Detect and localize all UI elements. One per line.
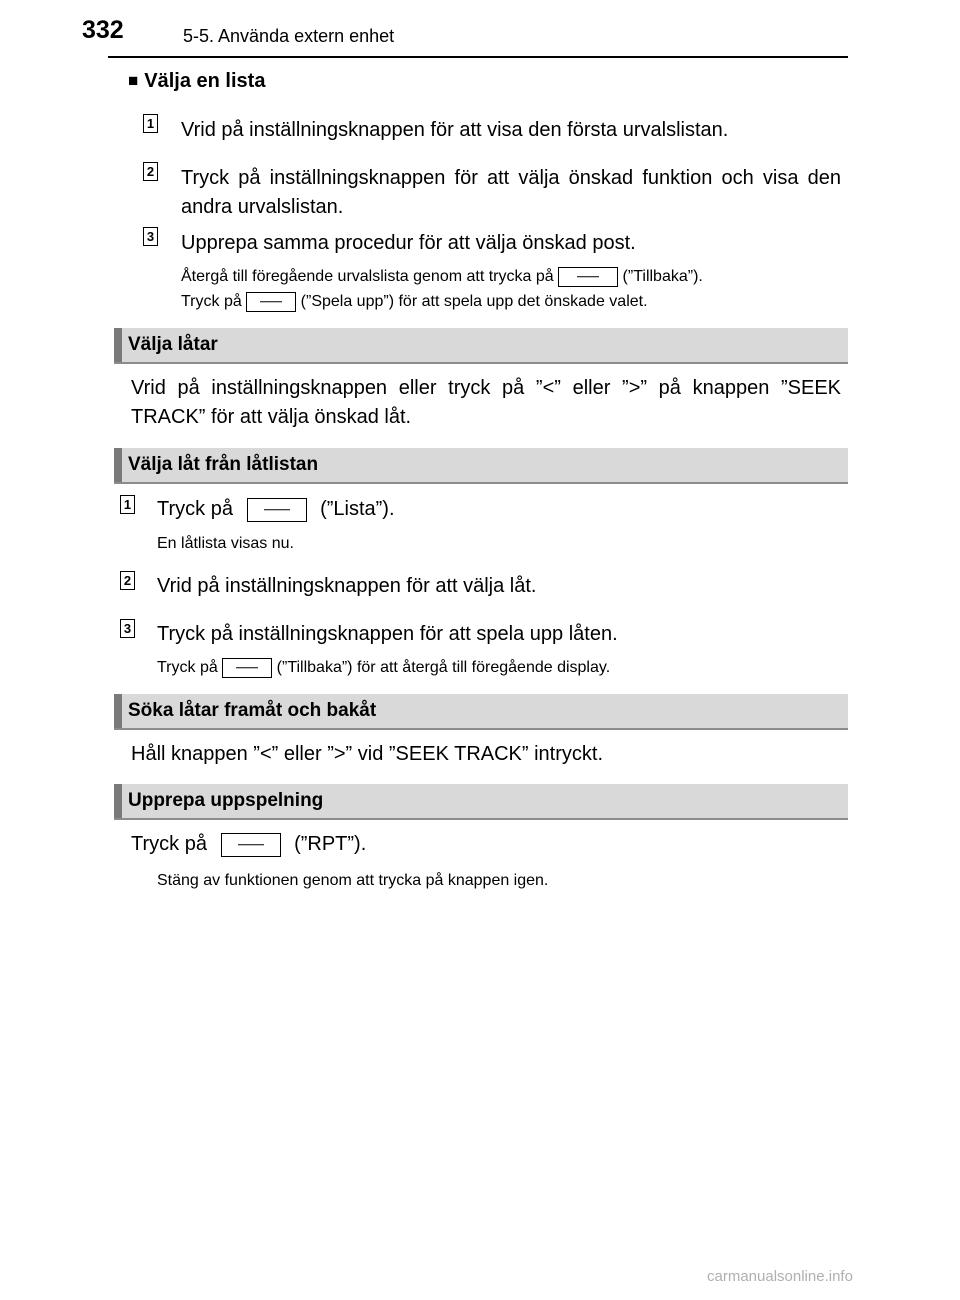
step-text: Tryck på	[157, 498, 233, 520]
step-number-2: 2	[120, 571, 135, 590]
play-button-icon	[246, 292, 296, 312]
step-text: (”Lista”).	[320, 498, 395, 520]
step-number-3: 3	[143, 227, 158, 246]
header-divider	[108, 56, 848, 58]
song-list-step-1-note: En låtlista visas nu.	[157, 535, 294, 552]
note-text: Tryck på	[157, 659, 218, 676]
song-list-step-3: Tryck på inställningsknappen för att spela upp låten.	[157, 623, 618, 645]
section-header-repeat	[114, 784, 848, 820]
step-number-3: 3	[120, 619, 135, 638]
step-number-2: 2	[143, 162, 158, 181]
note-text: Återgå till föregående urvalslista genom att trycka på	[181, 268, 554, 285]
note-play	[181, 291, 851, 313]
section-title: Upprepa uppspelning	[128, 790, 324, 811]
note-text: Tryck på	[181, 293, 242, 310]
note-text: (”Tillbaka”) för att återgå till föregående display.	[276, 659, 611, 676]
section-header-song-list	[114, 448, 848, 484]
back-button-icon	[222, 658, 272, 678]
chapter-title: 5-5. Använda extern enhet	[183, 26, 395, 46]
page-number: 332	[82, 16, 124, 44]
square-bullet-icon: ■	[128, 71, 139, 90]
step-1-text: Vrid på inställningsknappen för att visa den första urvalslistan.	[181, 119, 729, 141]
note-text: (”Tillbaka”).	[622, 268, 703, 285]
note-back-to-list	[181, 266, 851, 288]
rpt-button-icon	[221, 833, 281, 857]
step-number-1: 1	[120, 495, 135, 514]
song-list-step-2: Vrid på inställningsknappen för att välja låt.	[157, 575, 537, 597]
step-3-text: Upprepa samma procedur för att välja önskad post.	[181, 232, 636, 254]
section-title: Välja låtar	[128, 334, 218, 355]
step-number-1: 1	[143, 114, 158, 133]
section-title: Välja låt från låtlistan	[128, 454, 319, 475]
list-button-icon	[247, 498, 307, 522]
back-button-icon	[558, 267, 618, 287]
repeat-text	[131, 830, 841, 859]
song-list-step-3-note	[157, 657, 837, 679]
subsection-title: Välja en lista	[144, 70, 266, 92]
note-text: (”Spela upp”) för att spela upp det önskade valet.	[300, 293, 648, 310]
section-title: Söka låtar framåt och bakåt	[128, 700, 377, 721]
subsection-heading-select-list	[128, 70, 265, 93]
song-list-step-1	[157, 495, 837, 524]
body-text: Tryck på	[131, 833, 207, 855]
watermark: carmanualsonline.info	[707, 1268, 853, 1285]
seek-text: Håll knappen ”<” eller ”>” vid ”SEEK TRACK” intryckt.	[131, 743, 604, 765]
select-songs-text: Vrid på inställningsknappen eller tryck på ”<” eller ”>” på knappen ”SEEK TRACK” för att välja önskad låt.	[131, 377, 841, 428]
body-text: (”RPT”).	[294, 833, 367, 855]
step-2-text: Tryck på inställningsknappen för att välja önskad funktion och visa den andra urvalslistan.	[181, 167, 841, 218]
section-header-select-songs	[114, 328, 848, 364]
repeat-note: Stäng av funktionen genom att trycka på knappen igen.	[157, 872, 549, 889]
section-header-seek	[114, 694, 848, 730]
